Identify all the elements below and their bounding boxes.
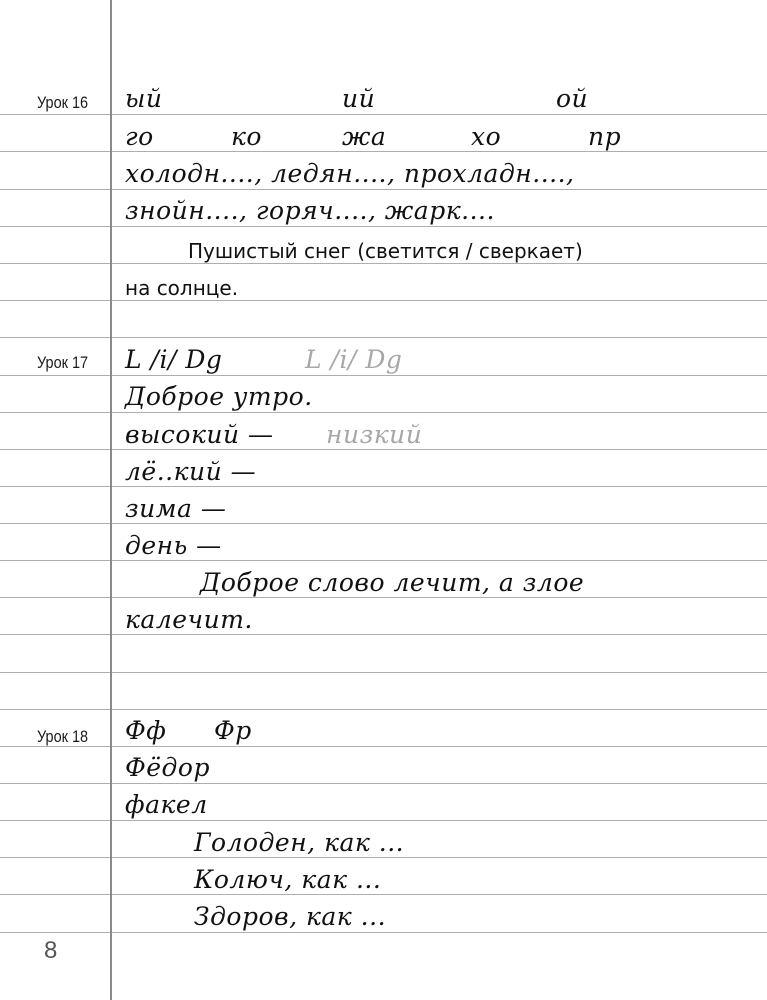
ruled-line (0, 114, 767, 115)
letter-sample: Фф (125, 716, 167, 745)
ending: ой (556, 84, 589, 113)
ruled-line (0, 634, 767, 635)
margin-line (110, 0, 112, 1000)
phrase: Доброе утро. (125, 382, 313, 411)
antonym-word: высокий — (125, 420, 274, 449)
ruled-line (0, 412, 767, 413)
phrase: Голоден, как ... (194, 828, 405, 857)
syllable: пр (588, 122, 622, 151)
word: факел (125, 790, 208, 819)
ruled-line (0, 820, 767, 821)
ruled-line (0, 523, 767, 524)
proverb-line: калечит. (125, 605, 253, 634)
ruled-line (0, 672, 767, 673)
ruled-line (0, 486, 767, 487)
syllable: ко (231, 122, 262, 151)
exercise-line: зима — (125, 494, 227, 523)
ruled-line (0, 560, 767, 561)
ruled-line (0, 337, 767, 338)
exercise-line: лё..кий — (125, 457, 257, 486)
word-line: холодн...., ледян...., прохладн...., (125, 159, 575, 188)
letter-sample: L /i/ Dg (125, 345, 223, 374)
page-number: 8 (44, 937, 58, 964)
ruled-line (0, 375, 767, 376)
exercise-line: день — (125, 531, 222, 560)
lesson-label: Урок 16 (37, 93, 89, 112)
ruled-line (0, 783, 767, 784)
ruled-line (0, 189, 767, 190)
letter-sample: Фр (214, 716, 252, 745)
proverb-line: Доброе слово лечит, а злое (200, 568, 585, 597)
antonym-answer: низкий (326, 420, 423, 449)
word-line: знойн...., горяч...., жарк.... (125, 196, 495, 225)
syllable: жа (342, 122, 387, 151)
ruled-line (0, 300, 767, 301)
lesson-label: Урок 17 (37, 353, 89, 372)
sentence-line: Пушистый снег (светится / сверкает) (188, 239, 583, 263)
phrase: Здоров, как ... (194, 902, 387, 931)
ruled-line (0, 263, 767, 264)
syllable: хо (471, 122, 502, 151)
ruled-line (0, 894, 767, 895)
lesson-label: Урок 18 (37, 727, 89, 746)
ending: ый (125, 84, 163, 113)
ruled-line (0, 226, 767, 227)
ending: ий (342, 84, 376, 113)
letter-trace: L /i/ Dg (305, 345, 403, 374)
ruled-line (0, 746, 767, 747)
ruled-line (0, 709, 767, 710)
ruled-line (0, 932, 767, 933)
phrase: Колюч, как ... (194, 865, 382, 894)
word: Фёдор (125, 753, 210, 782)
sentence-line: на солнце. (125, 276, 239, 300)
syllable: го (125, 122, 154, 151)
